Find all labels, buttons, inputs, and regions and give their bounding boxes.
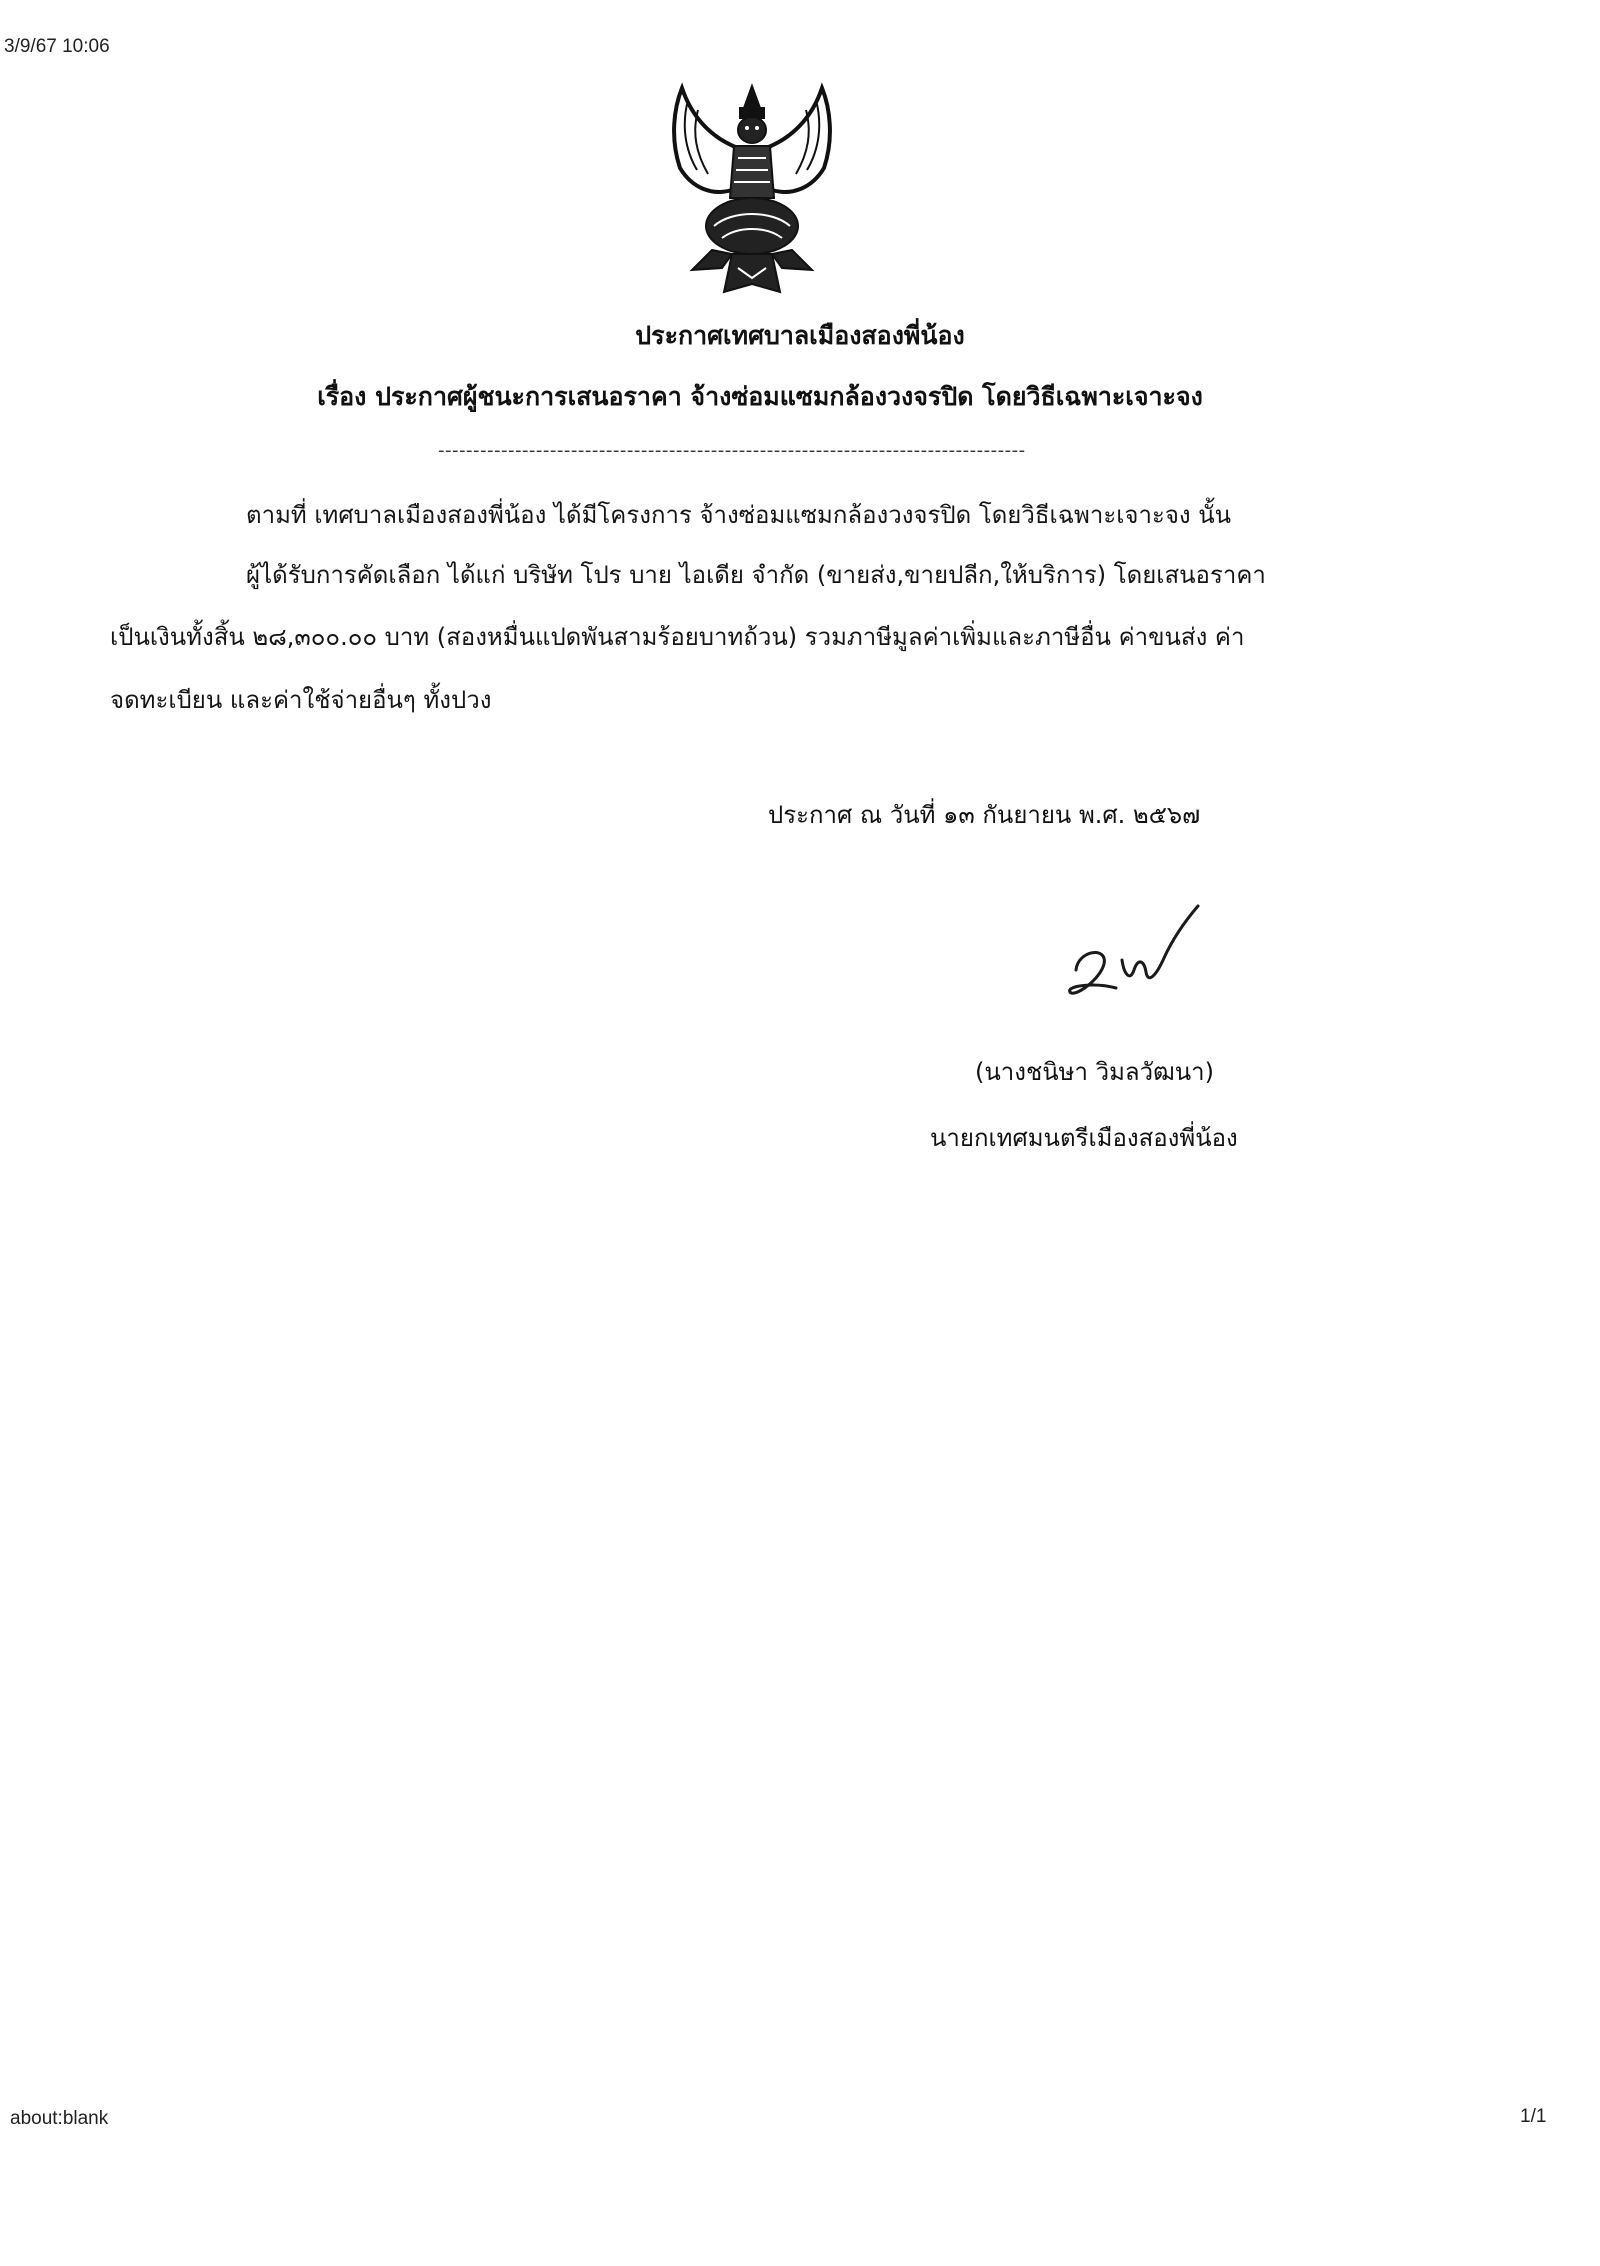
issuer-title: ประกาศเทศบาลเมืองสองพี่น้อง [635, 321, 965, 350]
signer-name: (นางชนิษา วิมลวัฒนา) [975, 1058, 1214, 1086]
handwritten-signature [1064, 900, 1224, 1010]
body-paragraph-line: ผู้ได้รับการคัดเลือก ได้แก่ บริษัท โปร บาย ไอเดีย จำกัด (ขายส่ง,ขายปลีก,ให้บริการ) โดยเสนอราคา [246, 561, 1266, 589]
body-paragraph-line: เป็นเงินทั้งสิ้น ๒๘,๓๐๐.๐๐ บาท (สองหมื่นแปดพันสามร้อยบาทถ้วน) รวมภาษีมูลค่าเพิ่มและภาษีอื่น ค่าขนส่ง ค่า [110, 623, 1245, 651]
separator-line: ------------------------------------------------------------------------------------ [438, 440, 1026, 461]
body-paragraph-line: จดทะเบียน และค่าใช้จ่ายอื่นๆ ทั้งปวง [110, 686, 492, 714]
print-page-number: 1/1 [1520, 2106, 1547, 2127]
announcement-date: ประกาศ ณ วันที่ ๑๓ กันยายน พ.ศ. ๒๕๖๗ [768, 801, 1201, 829]
print-footer-url: about:blank [10, 2108, 109, 2129]
subject-line: เรื่อง ประกาศผู้ชนะการเสนอราคา จ้างซ่อมแซมกล้องวงจรปิด โดยวิธีเฉพาะเจาะจง [317, 382, 1203, 411]
signer-position: นายกเทศมนตรีเมืองสองพี่น้อง [930, 1124, 1238, 1152]
print-datetime: 3/9/67 10:06 [4, 36, 110, 57]
garuda-emblem-icon [652, 78, 852, 308]
body-paragraph-line: ตามที่ เทศบาลเมืองสองพี่น้อง ได้มีโครงการ จ้างซ่อมแซมกล้องวงจรปิด โดยวิธีเฉพาะเจาะจง นั้น [246, 501, 1232, 529]
